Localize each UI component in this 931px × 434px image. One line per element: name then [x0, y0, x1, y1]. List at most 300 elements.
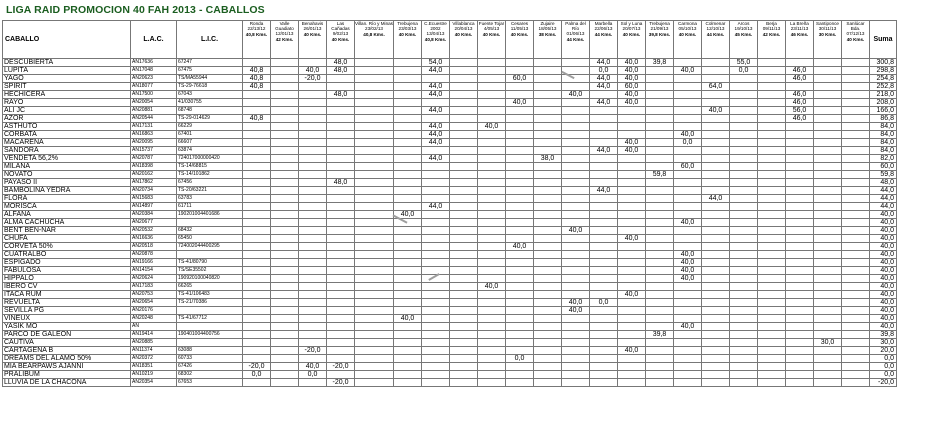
sum-cell: 208,0 [870, 99, 897, 107]
points-cell [299, 331, 327, 339]
points-cell: 44,0 [590, 187, 618, 195]
points-cell [786, 211, 814, 219]
race-name: La Breña [790, 21, 809, 26]
sum-cell: 40,0 [870, 299, 897, 307]
points-cell [506, 171, 534, 179]
points-cell [327, 219, 355, 227]
points-cell: 46,0 [786, 67, 814, 75]
points-cell [299, 107, 327, 115]
points-cell: 44,0 [590, 99, 618, 107]
points-cell [758, 211, 786, 219]
lac-cell: AN20354 [131, 379, 177, 387]
lac-cell: AN17131 [131, 123, 177, 131]
points-cell [618, 171, 646, 179]
points-cell [730, 251, 758, 259]
points-cell [562, 99, 590, 107]
points-cell [478, 291, 506, 299]
points-cell [299, 291, 327, 299]
race-date: 23/11/13 [790, 26, 809, 31]
points-cell [590, 315, 618, 323]
points-cell [786, 347, 814, 355]
points-cell [271, 363, 299, 371]
points-cell [534, 99, 562, 107]
points-cell [450, 211, 478, 219]
points-cell [730, 275, 758, 283]
points-cell [271, 323, 299, 331]
lic-cell: TS/MA55944 [177, 75, 243, 83]
points-cell [299, 155, 327, 163]
points-cell [674, 339, 702, 347]
points-cell [730, 187, 758, 195]
horse-name: AZOR [3, 115, 131, 123]
points-cell [562, 259, 590, 267]
points-cell [450, 195, 478, 203]
race-date: 13/04/13 [426, 31, 445, 36]
points-cell: 48,0 [327, 179, 355, 187]
race-name: Benahavis [301, 21, 324, 26]
points-cell: 46,0 [786, 115, 814, 123]
lac-cell: AN17862 [131, 179, 177, 187]
points-cell [394, 227, 422, 235]
sum-cell: 30,0 [870, 339, 897, 347]
points-cell [355, 347, 394, 355]
race-date: 07/12/13 [846, 31, 865, 36]
points-cell [674, 331, 702, 339]
points-cell [506, 299, 534, 307]
race-distance: 40,8 Kms. [245, 32, 268, 37]
points-cell [562, 283, 590, 291]
points-cell [299, 275, 327, 283]
points-cell: 0,0 [590, 299, 618, 307]
points-cell [243, 131, 271, 139]
points-cell [243, 283, 271, 291]
points-cell [243, 227, 271, 235]
points-cell [355, 323, 394, 331]
points-cell [618, 179, 646, 187]
points-cell: 39,8 [646, 59, 674, 67]
points-cell [618, 299, 646, 307]
points-cell [758, 163, 786, 171]
points-cell [243, 203, 271, 211]
race-distance: 40,8 Kms. [424, 37, 447, 42]
points-cell: 48,0 [327, 59, 355, 67]
points-cell [562, 291, 590, 299]
horse-name: RAYO [3, 99, 131, 107]
lic-cell: 63783 [177, 195, 243, 203]
points-cell [646, 243, 674, 251]
points-cell [618, 155, 646, 163]
points-cell [506, 203, 534, 211]
race-name: Fuente Tojar [478, 21, 505, 26]
lac-cell: AN20054 [131, 99, 177, 107]
horse-name: ALFANA [3, 211, 131, 219]
points-cell [702, 139, 730, 147]
table-row [3, 291, 897, 299]
points-cell [299, 187, 327, 195]
points-cell [450, 251, 478, 259]
points-cell [506, 219, 534, 227]
points-cell [422, 267, 450, 275]
points-cell [730, 371, 758, 379]
points-cell [394, 363, 422, 371]
points-cell [814, 307, 842, 315]
points-cell [394, 219, 422, 227]
points-cell [786, 339, 814, 347]
points-cell [842, 307, 870, 315]
points-cell [394, 371, 422, 379]
points-cell [394, 291, 422, 299]
points-cell [327, 307, 355, 315]
points-cell [506, 187, 534, 195]
sum-cell: 39,8 [870, 331, 897, 339]
lac-cell: AN [131, 323, 177, 331]
horse-name: YAGO [3, 75, 131, 83]
points-cell [394, 379, 422, 387]
lic-cell [177, 323, 243, 331]
points-cell [394, 195, 422, 203]
points-cell [327, 259, 355, 267]
points-cell [327, 195, 355, 203]
race-distance: 44 Kms. [594, 32, 613, 37]
points-cell [450, 339, 478, 347]
points-cell [355, 291, 394, 299]
points-cell [394, 59, 422, 67]
points-cell [355, 179, 394, 187]
points-cell [243, 123, 271, 131]
points-cell [243, 139, 271, 147]
points-cell [674, 115, 702, 123]
points-cell [842, 179, 870, 187]
points-cell [702, 131, 730, 139]
points-cell [394, 163, 422, 171]
lac-cell: AN18398 [131, 163, 177, 171]
points-cell [271, 283, 299, 291]
race-header [534, 21, 562, 59]
points-cell [786, 283, 814, 291]
points-cell [842, 187, 870, 195]
points-cell [299, 315, 327, 323]
points-cell [422, 315, 450, 323]
race-distance: 40 Kms. [622, 32, 641, 37]
points-cell [506, 291, 534, 299]
points-cell [271, 139, 299, 147]
points-cell [702, 179, 730, 187]
points-cell [394, 323, 422, 331]
points-cell [422, 251, 450, 259]
points-cell [674, 187, 702, 195]
points-cell [450, 355, 478, 363]
points-cell [355, 195, 394, 203]
points-cell [422, 171, 450, 179]
race-date: 11/05/13 [510, 26, 529, 31]
points-cell [842, 163, 870, 171]
points-cell [842, 99, 870, 107]
points-cell [674, 155, 702, 163]
points-cell [562, 75, 590, 83]
points-cell [327, 171, 355, 179]
points-cell [478, 275, 506, 283]
lic-cell: 68302 [177, 371, 243, 379]
points-cell [590, 363, 618, 371]
points-cell [646, 299, 674, 307]
points-cell [730, 243, 758, 251]
sum-cell: 0,0 [870, 355, 897, 363]
points-cell: 44,0 [590, 83, 618, 91]
points-cell: 54,0 [422, 59, 450, 67]
table-row [3, 83, 897, 91]
points-cell [730, 347, 758, 355]
sum-cell: 40,0 [870, 243, 897, 251]
points-cell [355, 331, 394, 339]
points-cell [562, 115, 590, 123]
points-cell [786, 371, 814, 379]
lac-header: L.A.C. [131, 21, 177, 59]
points-cell [243, 347, 271, 355]
points-cell [327, 227, 355, 235]
points-cell [730, 315, 758, 323]
sum-cell: 40,0 [870, 227, 897, 235]
points-cell [422, 331, 450, 339]
results-table [2, 20, 897, 387]
lac-cell: AN17048 [131, 67, 177, 75]
points-cell: 40,0 [618, 59, 646, 67]
points-cell [758, 115, 786, 123]
points-cell [534, 115, 562, 123]
points-cell [814, 99, 842, 107]
horse-name: PARCO DE GALEÓN [3, 331, 131, 339]
points-cell [814, 219, 842, 227]
points-cell [534, 243, 562, 251]
points-cell [758, 331, 786, 339]
points-cell [506, 179, 534, 187]
table-row [3, 283, 897, 291]
points-cell [271, 291, 299, 299]
points-cell [327, 283, 355, 291]
points-cell [814, 123, 842, 131]
points-cell [618, 187, 646, 195]
points-cell [327, 347, 355, 355]
points-cell [327, 323, 355, 331]
points-cell [786, 83, 814, 91]
points-cell [422, 163, 450, 171]
sum-cell: 20,0 [870, 347, 897, 355]
points-cell [299, 179, 327, 187]
lac-cell: AN15683 [131, 195, 177, 203]
points-cell [814, 211, 842, 219]
points-cell [730, 363, 758, 371]
points-cell [786, 243, 814, 251]
points-cell [814, 259, 842, 267]
points-cell [646, 339, 674, 347]
race-name: Palma del Río [565, 21, 586, 31]
table-row [3, 275, 897, 283]
horse-name: VENDETA 56,2% [3, 155, 131, 163]
points-cell [758, 99, 786, 107]
points-cell [758, 259, 786, 267]
points-cell [450, 219, 478, 227]
race-distance: 40 Kms. [846, 37, 865, 42]
points-cell [243, 99, 271, 107]
points-cell [618, 243, 646, 251]
points-cell [702, 203, 730, 211]
lic-header: L.I.C. [177, 21, 243, 59]
points-cell [394, 123, 422, 131]
points-cell [646, 355, 674, 363]
points-cell [394, 259, 422, 267]
table-row [3, 363, 897, 371]
points-cell [478, 163, 506, 171]
points-cell [646, 187, 674, 195]
points-cell [786, 363, 814, 371]
points-cell [702, 331, 730, 339]
points-cell [730, 211, 758, 219]
race-header [243, 21, 271, 59]
points-cell [814, 379, 842, 387]
points-cell [271, 371, 299, 379]
points-cell [299, 355, 327, 363]
points-cell [702, 219, 730, 227]
points-cell [534, 163, 562, 171]
race-name: Marbella [594, 21, 613, 26]
points-cell [842, 227, 870, 235]
points-cell [534, 219, 562, 227]
horse-name: SEVILLA PG [3, 307, 131, 315]
race-distance: 38 Kms. [538, 32, 557, 37]
points-cell [646, 371, 674, 379]
points-cell [618, 323, 646, 331]
lac-cell: AN15737 [131, 147, 177, 155]
points-cell [478, 227, 506, 235]
points-cell [271, 307, 299, 315]
points-cell [730, 331, 758, 339]
points-cell: 40,0 [618, 347, 646, 355]
points-cell [394, 251, 422, 259]
points-cell [814, 155, 842, 163]
points-cell [674, 291, 702, 299]
points-cell [271, 339, 299, 347]
points-cell [590, 339, 618, 347]
points-cell [702, 251, 730, 259]
points-cell [646, 251, 674, 259]
points-cell [422, 339, 450, 347]
points-cell [590, 331, 618, 339]
page-title: LIGA RAID PROMOCION 40 FAH 2013 - CABALLOS [6, 4, 265, 16]
points-cell [506, 59, 534, 67]
points-cell [702, 363, 730, 371]
lac-cell: AN20734 [131, 187, 177, 195]
lic-cell [177, 251, 243, 259]
lac-cell: AN20654 [131, 299, 177, 307]
points-cell [243, 91, 271, 99]
points-cell [562, 371, 590, 379]
table-row [3, 187, 897, 195]
points-cell [702, 275, 730, 283]
points-cell [814, 203, 842, 211]
points-cell [758, 203, 786, 211]
horse-name: SANDORA [3, 147, 131, 155]
points-cell [590, 267, 618, 275]
points-cell: 40,8 [243, 67, 271, 75]
points-cell [842, 259, 870, 267]
lic-cell: 66607 [177, 139, 243, 147]
points-cell [814, 371, 842, 379]
race-date: 22/13/12 [247, 26, 266, 31]
points-cell [674, 75, 702, 83]
points-cell: 48,0 [327, 67, 355, 75]
points-cell [299, 123, 327, 131]
points-cell [422, 307, 450, 315]
points-cell [786, 179, 814, 187]
header-row [3, 21, 897, 59]
sum-cell: 84,0 [870, 131, 897, 139]
race-date: 12/10/13 [706, 26, 725, 31]
race-date: 18/05/13 [538, 26, 557, 31]
race-distance: 30 Kms. [818, 32, 837, 37]
points-cell [730, 203, 758, 211]
points-cell [243, 219, 271, 227]
points-cell [394, 75, 422, 83]
points-cell [758, 315, 786, 323]
points-cell [534, 339, 562, 347]
points-cell [842, 75, 870, 83]
points-cell [786, 227, 814, 235]
points-cell [786, 123, 814, 131]
points-cell [355, 147, 394, 155]
points-cell [394, 91, 422, 99]
points-cell [355, 307, 394, 315]
race-name: Arcos [737, 21, 750, 26]
points-cell [478, 107, 506, 115]
horse-name: ALMA CACHUCHA [3, 219, 131, 227]
points-cell [702, 155, 730, 163]
points-cell [271, 179, 299, 187]
race-date: 30/11/13 [818, 26, 837, 31]
points-cell: 0,0 [299, 371, 327, 379]
points-cell [562, 195, 590, 203]
table-row [3, 59, 897, 67]
points-cell [478, 179, 506, 187]
points-cell [450, 139, 478, 147]
points-cell [506, 155, 534, 163]
points-cell [478, 59, 506, 67]
points-cell [506, 83, 534, 91]
table-row [3, 99, 897, 107]
points-cell [327, 211, 355, 219]
points-cell [618, 283, 646, 291]
points-cell [299, 131, 327, 139]
points-cell [590, 379, 618, 387]
points-cell [562, 187, 590, 195]
points-cell [534, 195, 562, 203]
points-cell [562, 171, 590, 179]
points-cell [534, 331, 562, 339]
lic-cell [177, 219, 243, 227]
points-cell [243, 355, 271, 363]
points-cell [299, 251, 327, 259]
points-cell [299, 267, 327, 275]
race-name: Colmenar [705, 21, 726, 26]
points-cell [674, 195, 702, 203]
table-row [3, 139, 897, 147]
points-cell [842, 355, 870, 363]
points-cell [327, 203, 355, 211]
points-cell [674, 99, 702, 107]
sum-cell: -20,0 [870, 379, 897, 387]
points-cell [646, 323, 674, 331]
points-cell [674, 227, 702, 235]
table-row [3, 155, 897, 163]
points-cell [646, 83, 674, 91]
